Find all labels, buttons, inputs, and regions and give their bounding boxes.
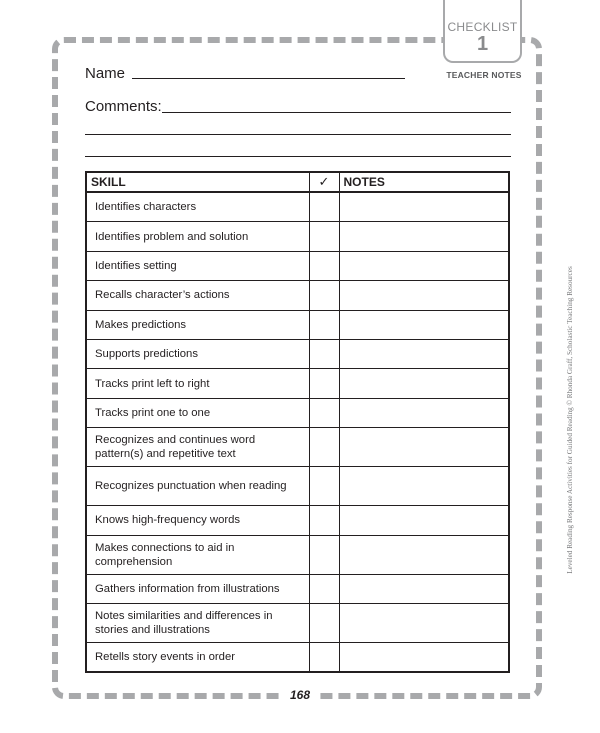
notes-cell[interactable] [339, 339, 509, 368]
notes-cell[interactable] [339, 574, 509, 603]
teacher-notes-label: TEACHER NOTES [446, 70, 522, 80]
notes-cell[interactable] [339, 251, 509, 280]
table-row [86, 398, 509, 427]
skill-cell: Supports predictions [86, 339, 309, 368]
skill-cell: Recognizes and continues word pattern(s) and repetitive text [86, 428, 309, 467]
check-cell[interactable] [309, 428, 339, 467]
table-row [86, 369, 509, 398]
check-cell[interactable] [309, 281, 339, 310]
check-cell[interactable] [309, 603, 339, 642]
table-row [86, 339, 509, 368]
name-label: Name [85, 65, 126, 82]
skill-cell: Tracks print one to one [86, 398, 309, 427]
notes-cell[interactable] [339, 603, 509, 642]
check-cell[interactable] [309, 574, 339, 603]
table-row [86, 467, 509, 506]
table-row [86, 251, 509, 280]
skill-cell: Identifies setting [86, 251, 309, 280]
name-input-line[interactable] [132, 78, 405, 79]
check-column-header: ✓ [309, 172, 339, 192]
comments-line-1[interactable] [162, 112, 511, 113]
comments-line-3[interactable] [85, 156, 511, 157]
table-row [86, 506, 509, 535]
skill-column-header: SKILL [86, 172, 309, 192]
skill-cell: Identifies characters [86, 192, 309, 222]
checklist-number: 1 [476, 33, 489, 55]
notes-cell[interactable] [339, 398, 509, 427]
check-cell[interactable] [309, 535, 339, 574]
copyright-sidebar [564, 210, 576, 630]
table-row [86, 222, 509, 251]
check-cell[interactable] [309, 642, 339, 672]
notes-cell[interactable] [339, 642, 509, 672]
notes-cell[interactable] [339, 369, 509, 398]
table-row [86, 574, 509, 603]
table-row [86, 603, 509, 642]
comments-line-2[interactable] [85, 134, 511, 135]
skills-checklist-table [85, 171, 510, 673]
table-row [86, 428, 509, 467]
skill-cell: Identifies problem and solution [86, 222, 309, 251]
comments-label: Comments: [85, 98, 162, 115]
notes-column-header: NOTES [339, 172, 509, 192]
notes-cell[interactable] [339, 506, 509, 535]
check-cell[interactable] [309, 251, 339, 280]
skill-cell: Gathers information from illustrations [86, 574, 309, 603]
skill-cell: Makes predictions [86, 310, 309, 339]
notes-cell[interactable] [339, 281, 509, 310]
check-cell[interactable] [309, 398, 339, 427]
check-cell[interactable] [309, 339, 339, 368]
table-row [86, 281, 509, 310]
skill-cell: Knows high-frequency words [86, 506, 309, 535]
skill-cell: Makes connections to aid in comprehension [86, 535, 309, 574]
check-cell[interactable] [309, 506, 339, 535]
notes-cell[interactable] [339, 428, 509, 467]
skill-cell: Retells story events in order [86, 642, 309, 672]
page-number: 168 [283, 687, 317, 703]
table-header-row [86, 172, 509, 192]
check-cell[interactable] [309, 369, 339, 398]
check-cell[interactable] [309, 467, 339, 506]
check-cell[interactable] [309, 192, 339, 222]
checklist-tab [443, 0, 522, 63]
table-row [86, 310, 509, 339]
notes-cell[interactable] [339, 535, 509, 574]
notes-cell[interactable] [339, 467, 509, 506]
copyright-text: Leveled Reading Response Activities for Guided Reading © Rhonda Graff, Scholastic Teaching Resources [566, 266, 574, 574]
skill-cell: Tracks print left to right [86, 369, 309, 398]
skill-cell: Recognizes punctuation when reading [86, 467, 309, 506]
notes-cell[interactable] [339, 310, 509, 339]
table-row [86, 192, 509, 222]
notes-cell[interactable] [339, 192, 509, 222]
table-row [86, 535, 509, 574]
table-row [86, 642, 509, 672]
skill-cell: Recalls character’s actions [86, 281, 309, 310]
checklist-label: CHECKLIST [447, 20, 518, 34]
skill-cell: Notes similarities and differences in stories and illustrations [86, 603, 309, 642]
check-cell[interactable] [309, 222, 339, 251]
check-cell[interactable] [309, 310, 339, 339]
notes-cell[interactable] [339, 222, 509, 251]
